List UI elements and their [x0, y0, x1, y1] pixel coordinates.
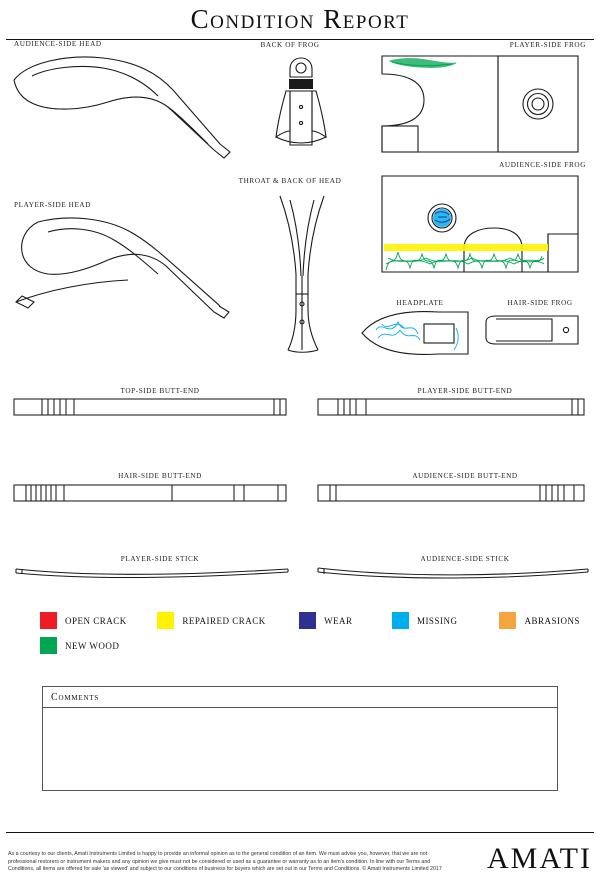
legend-swatch-wear: [299, 612, 316, 629]
diagram-player-side-butt-end: [316, 396, 588, 420]
legend: [40, 612, 580, 662]
diagram-audience-side-stick: [316, 563, 592, 581]
legend-item-missing: [392, 612, 500, 629]
comments-input[interactable]: [43, 708, 557, 783]
diagram-hair-side-frog: [482, 308, 587, 353]
diagram-audience-side-butt-end: [316, 482, 588, 506]
label-player-side-frog: PLAYER-SIDE FROG: [509, 41, 586, 49]
legend-swatch-repaired-crack: [157, 612, 174, 629]
legend-label-abrasions: ABRASIONS: [524, 615, 580, 626]
diagram-player-side-head: [8, 212, 233, 322]
label-audience-side-stick: AUDIENCE-SIDE STICK: [420, 555, 510, 563]
legend-label-open-crack: OPEN CRACK: [65, 615, 127, 626]
label-top-side-butt-end: TOP-SIDE BUTT-END: [120, 387, 200, 395]
label-hair-side-butt-end: HAIR-SIDE BUTT-END: [118, 472, 202, 480]
legend-item-repaired-crack: [157, 612, 299, 629]
diagram-top-side-butt-end: [12, 396, 290, 420]
diagram-hair-side-butt-end: [12, 482, 290, 506]
footer-divider: [6, 832, 594, 833]
legend-row-2: [40, 637, 580, 654]
label-throat-back-of-head: THROAT & BACK OF HEAD: [238, 177, 342, 185]
footer: [0, 844, 600, 874]
legend-swatch-missing: [392, 612, 409, 629]
diagram-player-side-stick: [12, 563, 292, 581]
label-audience-side-butt-end: AUDIENCE-SIDE BUTT-END: [412, 472, 518, 480]
legend-item-abrasions: [499, 612, 580, 629]
legend-item-open-crack: [40, 612, 157, 629]
legend-label-new-wood: NEW WOOD: [65, 640, 120, 651]
label-hair-side-frog: HAIR-SIDE FROG: [507, 299, 573, 307]
label-player-side-butt-end: PLAYER-SIDE BUTT-END: [417, 387, 513, 395]
diagram-back-of-frog: [272, 55, 330, 150]
label-player-side-stick: PLAYER-SIDE STICK: [120, 555, 200, 563]
label-headplate: HEADPLATE: [396, 299, 444, 307]
legend-swatch-new-wood: [40, 637, 57, 654]
legend-swatch-open-crack: [40, 612, 57, 629]
legend-label-wear: WEAR: [324, 615, 353, 626]
legend-row-1: [40, 612, 580, 629]
diagram-headplate: [358, 308, 473, 358]
legend-label-repaired-crack: REPAIRED CRACK: [182, 615, 266, 626]
diagram-player-side-frog: [378, 52, 583, 157]
legend-swatch-abrasions: [499, 612, 516, 629]
comments-box[interactable]: [42, 686, 558, 791]
diagram-throat-back-of-head: [274, 190, 330, 355]
diagram-audience-side-head: [8, 52, 233, 162]
label-audience-side-frog: AUDIENCE-SIDE FROG: [499, 161, 586, 169]
diagram-audience-side-frog: [378, 172, 583, 277]
legend-item-wear: [299, 612, 392, 629]
label-player-side-head: PLAYER-SIDE HEAD: [14, 201, 92, 209]
comments-label: Comments: [51, 692, 100, 703]
amati-logo: AMATI: [487, 842, 592, 875]
label-back-of-frog: BACK OF FROG: [260, 41, 320, 49]
footer-disclaimer: As a courtesy to our clients, Amati Instruments Limited is happy to provide an informal opinion as to the general condition of an item. We must advise you, however, that we are not professional restorers or instrument makers and any opinion we give must not be considered or used as a guarantee or warranty as to an item's condition. In line with our Terms and Conditions, all items are offered for sale 'as viewed' and subject to our conditions of business for buyers which are set out in our Terms and Conditions. © Amati Instruments Limited 2017: [8, 851, 442, 873]
legend-item-new-wood: [40, 637, 119, 654]
label-audience-side-head: AUDIENCE-SIDE HEAD: [14, 40, 102, 48]
legend-label-missing: MISSING: [416, 615, 458, 626]
page-title: Condition Report: [190, 4, 410, 34]
